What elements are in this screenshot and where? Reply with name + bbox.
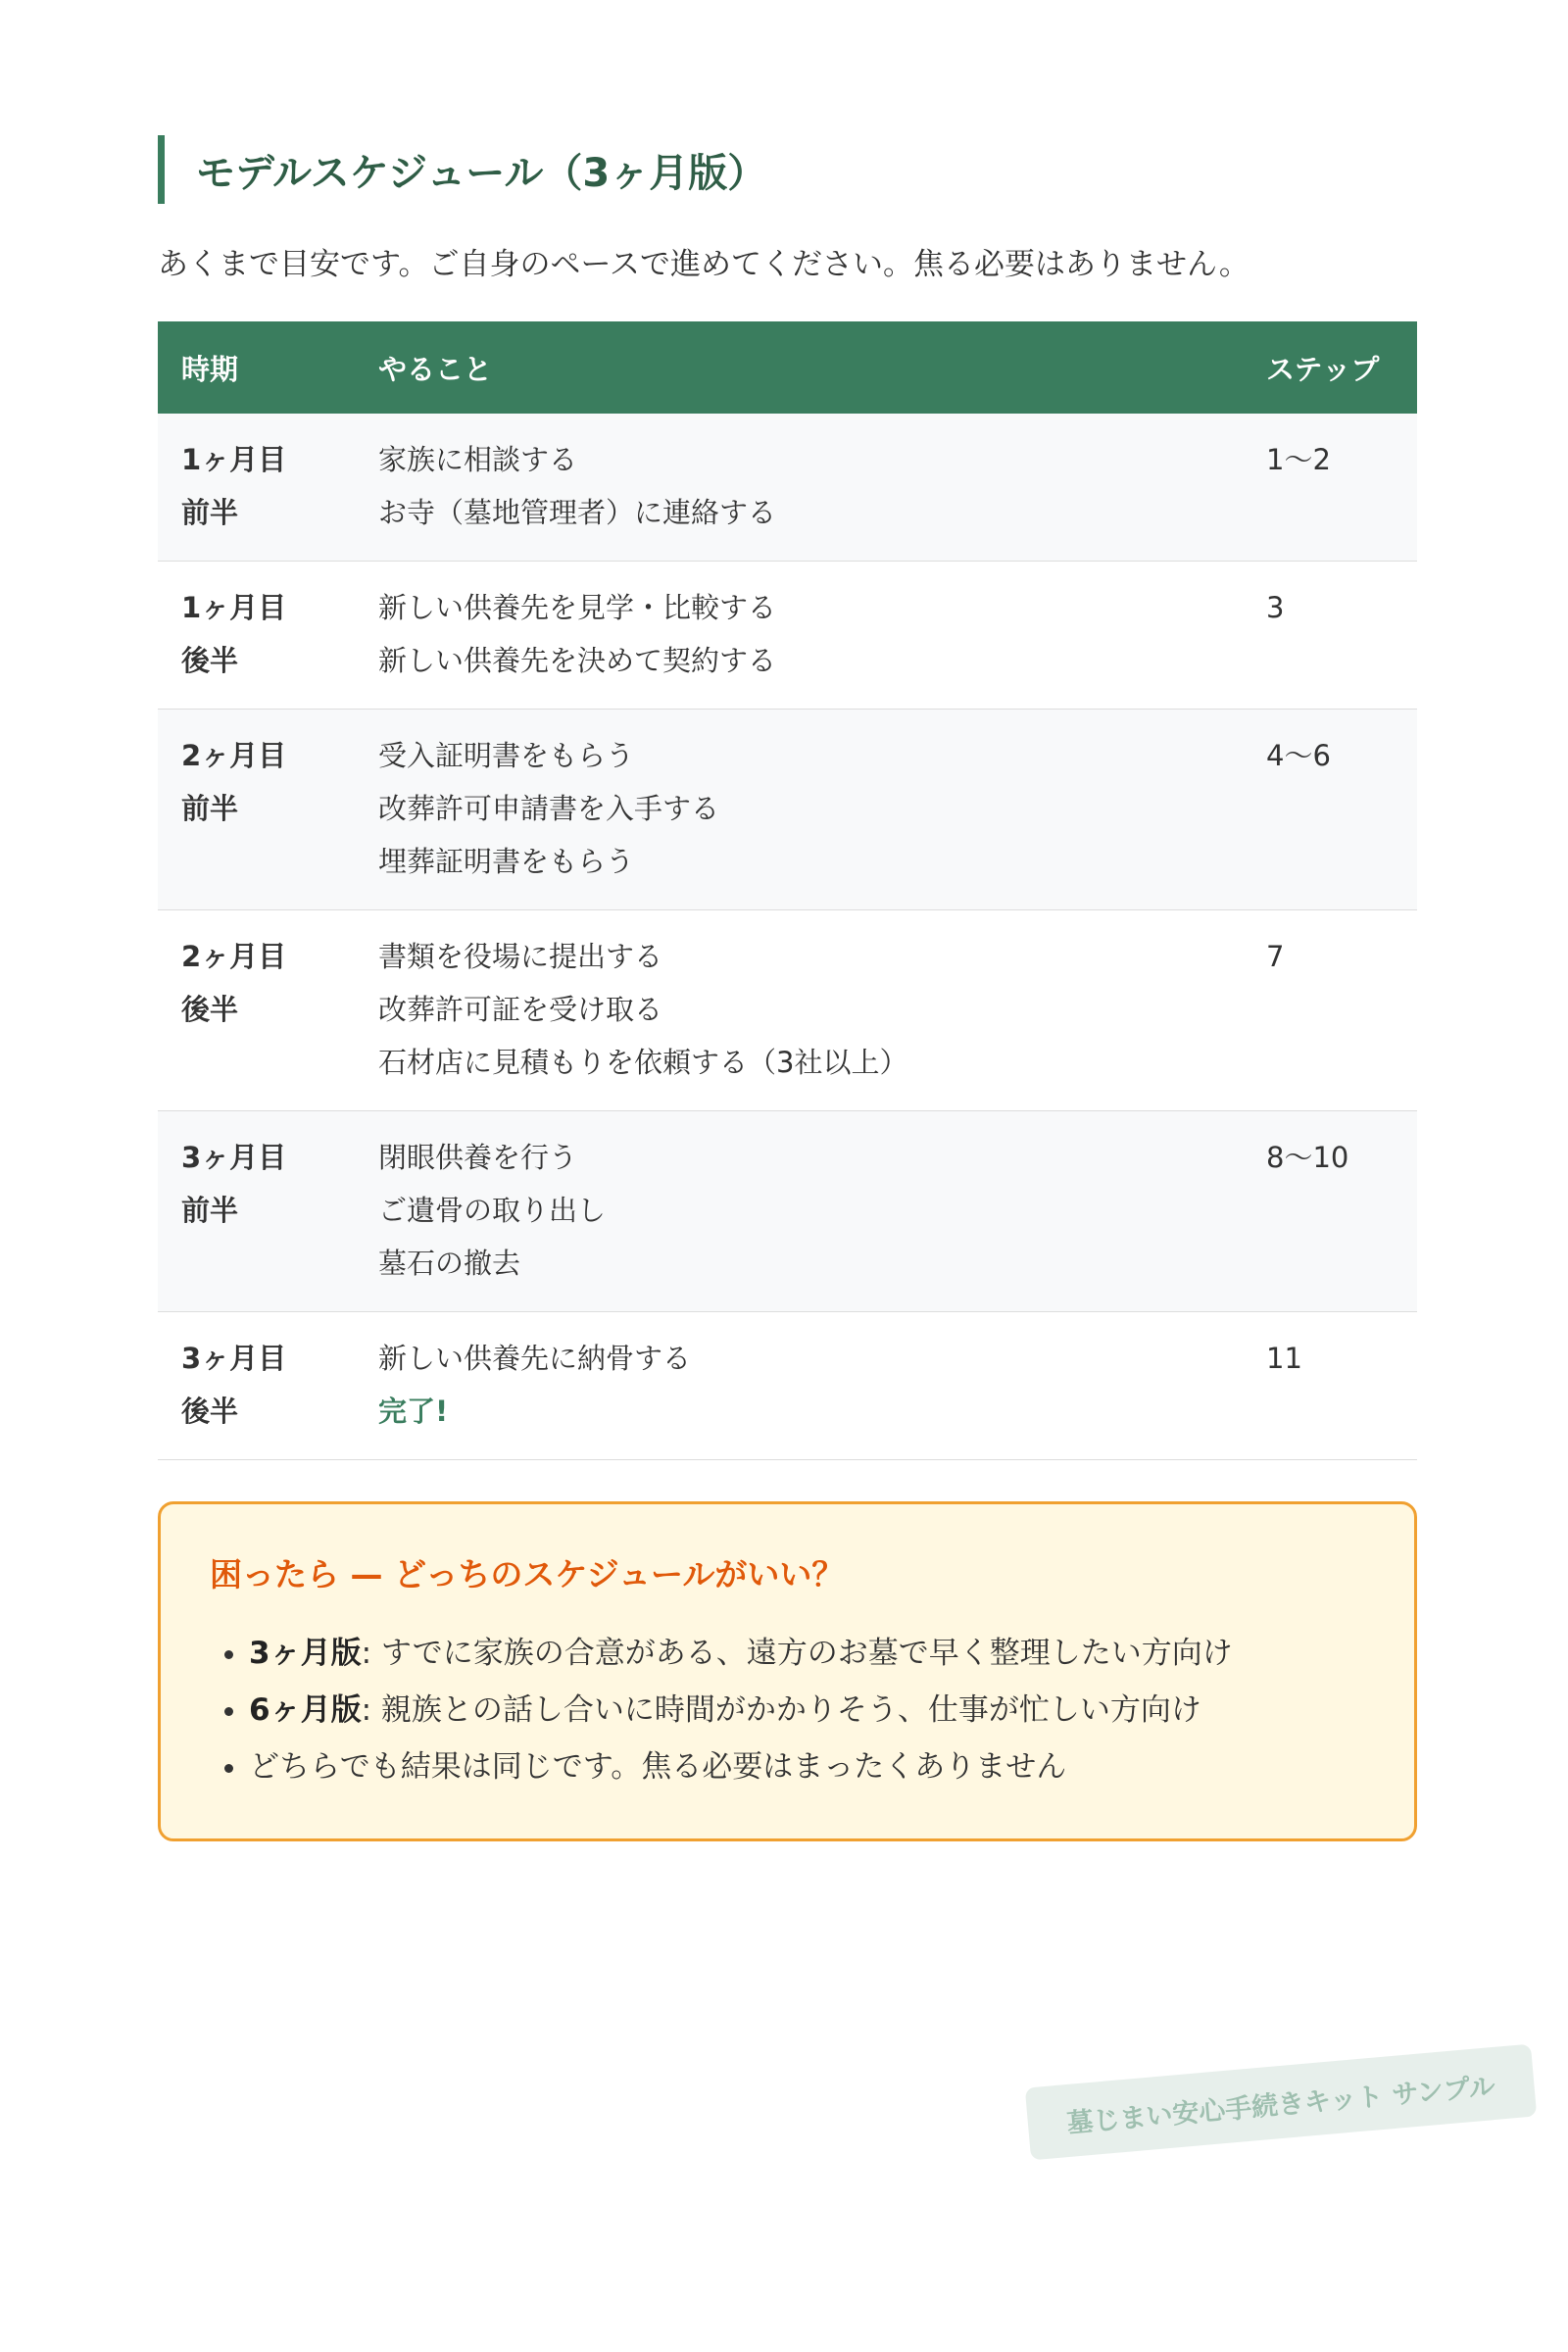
- period-cell: [158, 910, 355, 1111]
- period-month: 3ヶ月目: [181, 1141, 287, 1174]
- period-half: 前半: [181, 496, 239, 529]
- table-row: [158, 562, 1417, 710]
- task-item: 新しい供養先を決めて契約する: [378, 644, 777, 677]
- period-half: 前半: [181, 792, 239, 825]
- step-cell: 11: [1243, 1312, 1417, 1460]
- task-item: 改葬許可証を受け取る: [378, 993, 663, 1026]
- task-item: 書類を役場に提出する: [378, 940, 663, 973]
- tip-list: [210, 1625, 1365, 1795]
- period-cell: [158, 1312, 355, 1460]
- tasks-cell: [355, 1312, 1243, 1460]
- tasks-cell: [355, 910, 1243, 1111]
- tip-item-label: 6ヶ月版: [249, 1692, 362, 1728]
- intro-text: あくまで目安です。ご自身のペースで進めてください。焦る必要はありません。: [158, 247, 1250, 282]
- period-cell: [158, 1111, 355, 1312]
- table-row: [158, 414, 1417, 562]
- tasks-cell: [355, 710, 1243, 910]
- period-half: 前半: [181, 1194, 239, 1227]
- header-period: 時期: [158, 321, 355, 414]
- task-item: 墓石の撤去: [378, 1247, 521, 1280]
- period-half: 後半: [181, 993, 239, 1026]
- page-content: [158, 135, 1417, 1841]
- task-item: 埋葬証明書をもらう: [378, 845, 635, 878]
- task-item: 新しい供養先に納骨する: [378, 1342, 692, 1375]
- period-month: 2ヶ月目: [181, 739, 287, 772]
- tasks-cell: [355, 1111, 1243, 1312]
- task-item: 新しい供養先を見学・比較する: [378, 591, 777, 624]
- period-half: 後半: [181, 644, 239, 677]
- period-month: 3ヶ月目: [181, 1342, 287, 1375]
- step-cell: 4〜6: [1243, 710, 1417, 910]
- tip-item: [249, 1625, 1365, 1682]
- period-month: 2ヶ月目: [181, 940, 287, 973]
- period-cell: [158, 710, 355, 910]
- task-item: 改葬許可申請書を入手する: [378, 792, 720, 825]
- done-label: 完了!: [378, 1395, 449, 1428]
- tip-item-text: : すでに家族の合意がある、遠方のお墓で早く整理したい方向け: [361, 1636, 1233, 1671]
- table-row: [158, 1312, 1417, 1460]
- period-month: 1ヶ月目: [181, 591, 287, 624]
- task-item: 閉眼供養を行う: [378, 1141, 578, 1174]
- section-title: モデルスケジュール（3ヶ月版）: [158, 135, 1417, 204]
- tip-item-label: 3ヶ月版: [249, 1636, 362, 1671]
- header-tasks: やること: [355, 321, 1243, 414]
- table-row: [158, 710, 1417, 910]
- task-item: 家族に相談する: [378, 443, 578, 476]
- header-step: ステップ: [1243, 321, 1417, 414]
- task-item: 石材店に見積もりを依頼する（3社以上）: [378, 1046, 908, 1079]
- tip-item: [249, 1682, 1365, 1739]
- table-header-row: [158, 321, 1417, 414]
- tip-title: 困ったら — どっちのスケジュールがいい？: [210, 1555, 845, 1593]
- tip-item-text: どちらでも結果は同じです。焦る必要はまったくありません: [249, 1749, 1067, 1785]
- table-row: [158, 1111, 1417, 1312]
- step-cell: 3: [1243, 562, 1417, 710]
- tip-item: [249, 1739, 1365, 1795]
- tasks-cell: [355, 562, 1243, 710]
- sample-watermark: 墓じまい安心手続きキット サンプル: [1025, 2044, 1537, 2161]
- tasks-cell: [355, 414, 1243, 562]
- task-item: 受入証明書をもらう: [378, 739, 635, 772]
- period-cell: [158, 562, 355, 710]
- tip-item-text: : 親族との話し合いに時間がかかりそう、仕事が忙しい方向け: [361, 1692, 1201, 1728]
- step-cell: 8〜10: [1243, 1111, 1417, 1312]
- step-cell: 1〜2: [1243, 414, 1417, 562]
- tip-box: [158, 1501, 1417, 1841]
- task-item: ご遺骨の取り出し: [378, 1194, 607, 1227]
- step-cell: 7: [1243, 910, 1417, 1111]
- period-cell: [158, 414, 355, 562]
- task-item: お寺（墓地管理者）に連絡する: [378, 496, 777, 529]
- period-month: 1ヶ月目: [181, 443, 287, 476]
- period-half: 後半: [181, 1395, 239, 1428]
- schedule-table: [158, 321, 1417, 1460]
- table-row: [158, 910, 1417, 1111]
